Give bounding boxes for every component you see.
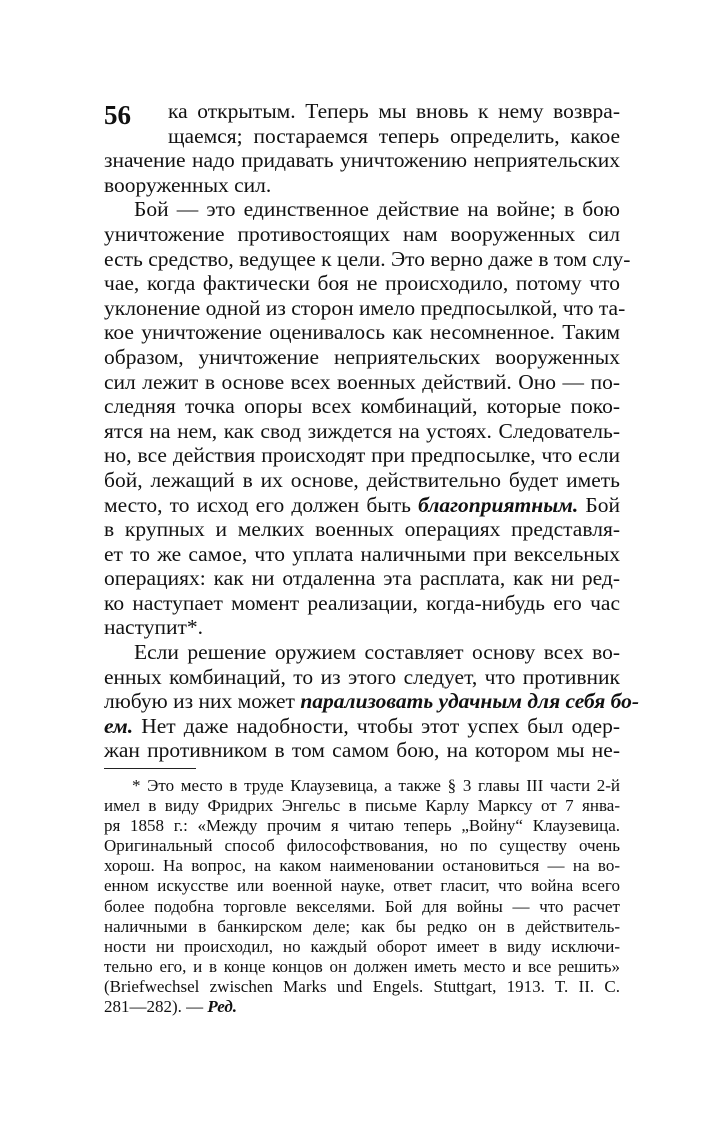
text-line: чае, когда фактически боя не происходило, потому что (104, 271, 620, 296)
text-line: кое уничтожение оценивалось как несомненное. Таким (104, 320, 620, 345)
text-line: операциях: как ни отдаленна эта расплата, как ни ред- (104, 566, 620, 591)
text-line: уклонение одной из сторон имело предпосылкой, что та- (104, 295, 626, 320)
text-line: вооруженных сил. (104, 172, 272, 197)
footnote-line: енном искусстве или военной науке, ответ гласит, что война всего (104, 876, 620, 896)
paragraph-start-line: Бой — это единственное действие на войне; в бою (134, 197, 620, 222)
footnote (104, 776, 620, 1017)
text-line: ка открытым. Теперь мы вновь к нему возвра- (168, 99, 620, 123)
text-segment: Бой (585, 492, 621, 517)
text-line: щаемся; постараемся теперь определить, какое (168, 123, 620, 148)
text-segment: Нет даже надобности, чтобы этот успех был одер- (141, 713, 620, 738)
page-number: 56 (104, 100, 131, 130)
text-line: есть средство, ведущее к цели. Это верно даже в том слу- (104, 246, 631, 271)
text-line: образом, уничтожение неприятельских вооруженных (104, 344, 620, 369)
editor-note: Ред. (207, 997, 237, 1017)
footnote-line: Оригинальный способ философствования, но по существу очень (104, 836, 620, 856)
footnote-line: более подобна торговле векселями. Бой для войны — что расчет (104, 896, 620, 916)
footnote-line (104, 997, 620, 1017)
text-line: енных комбинаций, то из этого следует, что противник (104, 664, 620, 689)
text-line (104, 714, 620, 739)
main-text (104, 95, 640, 763)
paragraph-start-line: Если решение оружием составляет основу всех во- (134, 640, 620, 665)
text-line: значение надо придавать уничтожению неприятельских (104, 148, 620, 173)
footnote-line: имел в виду Фридрих Энгельс в письме Карлу Марксу от 7 янва- (104, 796, 620, 816)
text-line (104, 689, 640, 714)
footnote-line: ности ни происходил, но каждый оборот имеет в виду исключи- (104, 936, 620, 956)
text-line: в крупных и мелких военных операциях представля- (104, 517, 620, 542)
footnote-line: (Briefwechsel zwischen Marks und Engels. Stuttgart, 1913. T. II. C. (104, 976, 620, 996)
text-line: ко наступает момент реализации, когда-нибудь его час (104, 590, 620, 615)
text-segment: любую из них может (104, 689, 295, 714)
text-segment: 281—282). — (104, 997, 204, 1017)
footnote-line: хорош. На вопрос, на каком наименовании остановиться — на во- (104, 856, 620, 876)
text-line: жан противником в том самом бою, на котором мы не- (104, 738, 620, 763)
footnote-line: тельно его, и в конце концов он должен иметь место и все решить» (104, 956, 620, 976)
emphasis-favorable: благоприятным. (418, 492, 579, 517)
text-line: бой, лежащий в их основе, действительно будет иметь (104, 467, 620, 492)
footnote-line: * Это место в труде Клаузевица, а также § 3 главы III части 2-й (132, 776, 620, 795)
text-line: но, все действия происходят при предпосылке, что если (104, 443, 620, 468)
text-line: ятся на нем, как свод зиждется на устоях. Следователь- (104, 418, 620, 443)
text-line: ет то же самое, что уплата наличными при вексельных (104, 541, 620, 566)
emphasis-paralyze-end: ем. (104, 713, 134, 738)
text-line (104, 493, 620, 518)
text-line: следняя точка опоры всех комбинаций, которые поко- (104, 394, 620, 419)
text-segment: место, то исход его должен быть (104, 492, 411, 517)
text-line: уничтожение противостоящих нам вооруженных сил (104, 221, 620, 246)
footnote-divider (104, 768, 196, 769)
footnote-line: наличными в банкирском деле; как бы редко он в действитель- (104, 916, 620, 936)
emphasis-paralyze: парализовать удачным для себя бо- (300, 689, 640, 714)
footnote-line: ря 1858 г.: «Между прочим я читаю теперь „Войну“ Клаузевица. (104, 816, 620, 836)
text-line: наступит*. (104, 615, 203, 640)
text-line: сил лежит в основе всех военных действий. Оно — по- (104, 369, 620, 394)
